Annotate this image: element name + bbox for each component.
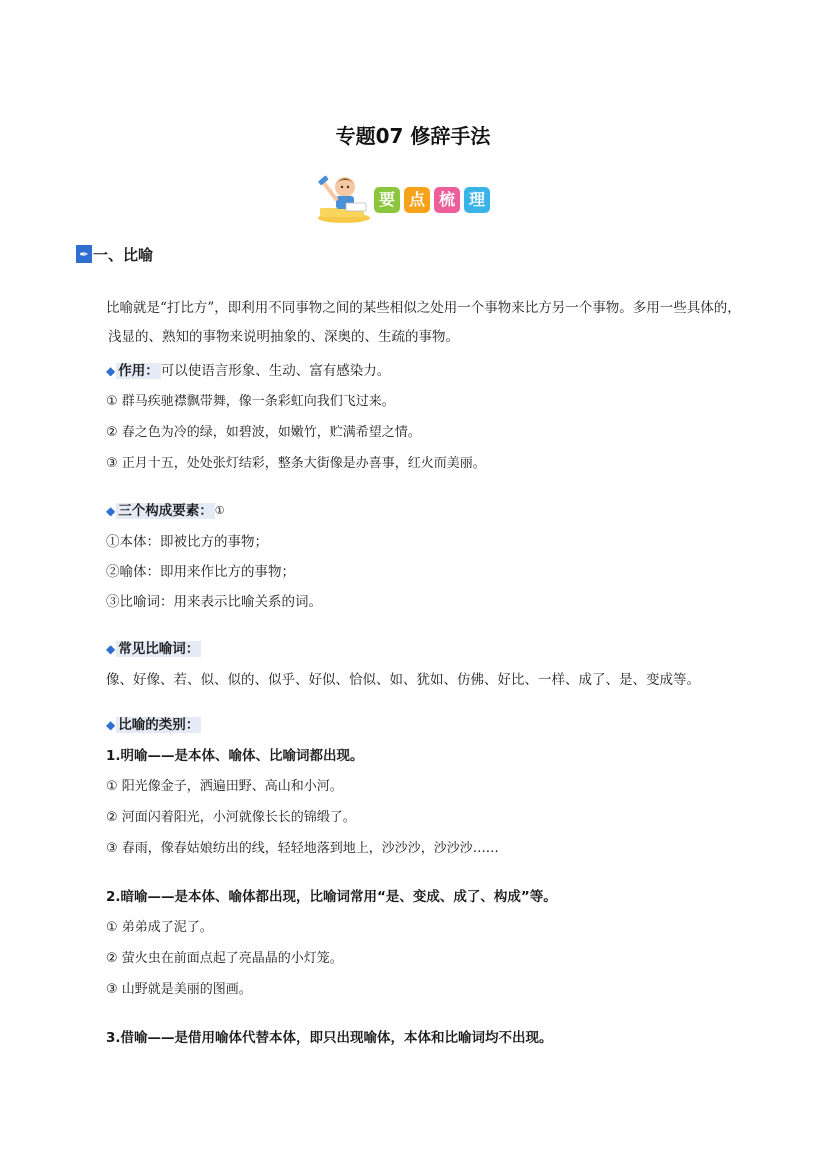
types-line xyxy=(106,714,201,736)
section-heading xyxy=(76,243,153,265)
effect-label: 作用： xyxy=(118,363,159,379)
metonymy-heading: 3.借喻——是借用喻体代替本体，即只出现喻体，本体和比喻词均不出现。 xyxy=(106,1030,553,1046)
intro-paragraph: 比喻就是“打比方”，即利用不同事物之间的某些相似之处用一个事物来比方另一个事物。多用一些具体的，浅显的、熟知的事物来说明抽象的、深奥的、生疏的事物。 xyxy=(106,300,741,345)
banner-tile: 理 xyxy=(464,187,490,213)
footnote-mark: ① xyxy=(214,504,225,517)
pen-icon: ✒ xyxy=(76,245,92,263)
diamond-icon: ◆ xyxy=(106,504,116,518)
page-title: 专题07 修辞手法 xyxy=(335,124,491,148)
list-item: ① 群马疾驰襟飘带舞，像一条彩虹向我们飞过来。 xyxy=(106,394,395,409)
key-points-banner xyxy=(314,172,514,224)
elements-line xyxy=(106,500,225,522)
effect-line xyxy=(106,360,390,382)
diamond-icon: ◆ xyxy=(106,718,116,732)
list-item: ② 萤火虫在前面点起了亮晶晶的小灯笼。 xyxy=(106,951,343,966)
list-item: ① 弟弟成了泥了。 xyxy=(106,920,213,935)
section-heading-text: 一、比喻 xyxy=(93,245,154,264)
banner-tile: 梳 xyxy=(434,187,460,213)
reading-child-icon xyxy=(314,172,372,224)
words-label: 常见比喻词： xyxy=(118,641,200,657)
types-label: 比喻的类别： xyxy=(118,717,200,733)
banner-tiles xyxy=(374,187,490,213)
simile-heading: 1.明喻——是本体、喻体、比喻词都出现。 xyxy=(106,748,364,764)
elements-label: 三个构成要素： xyxy=(118,503,213,519)
list-item: ②喻体：即用来作比方的事物； xyxy=(106,564,295,580)
banner-tile: 要 xyxy=(374,187,400,213)
list-item: ③比喻词：用来表示比喻关系的词。 xyxy=(106,594,322,610)
list-item: ② 春之色为冷的绿，如碧波，如嫩竹，贮满希望之情。 xyxy=(106,425,421,440)
list-item: ③ 山野就是美丽的图画。 xyxy=(106,982,252,997)
diamond-icon: ◆ xyxy=(106,642,116,656)
banner-tile: 点 xyxy=(404,187,430,213)
metaphor-heading: 2.暗喻——是本体、喻体都出现，比喻词常用“是、变成、成了、构成”等。 xyxy=(106,889,557,905)
list-item: ③ 正月十五，处处张灯结彩，整条大街像是办喜事，红火而美丽。 xyxy=(106,456,486,471)
words-text: 像、好像、若、似、似的、似乎、好似、恰似、如、犹如、仿佛、好比、一样、成了、是、变成等。 xyxy=(106,672,700,688)
list-item: ① 阳光像金子，洒遍田野、高山和小河。 xyxy=(106,779,343,794)
effect-text: 可以使语言形象、生动、富有感染力。 xyxy=(160,363,391,379)
list-item: ①本体：即被比方的事物； xyxy=(106,534,268,550)
list-item: ③ 春雨，像春姑娘纺出的线，轻轻地落到地上，沙沙沙，沙沙沙…… xyxy=(106,841,499,856)
list-item: ② 河面闪着阳光，小河就像长长的锦缎了。 xyxy=(106,810,356,825)
diamond-icon: ◆ xyxy=(106,364,116,378)
words-line xyxy=(106,638,201,660)
